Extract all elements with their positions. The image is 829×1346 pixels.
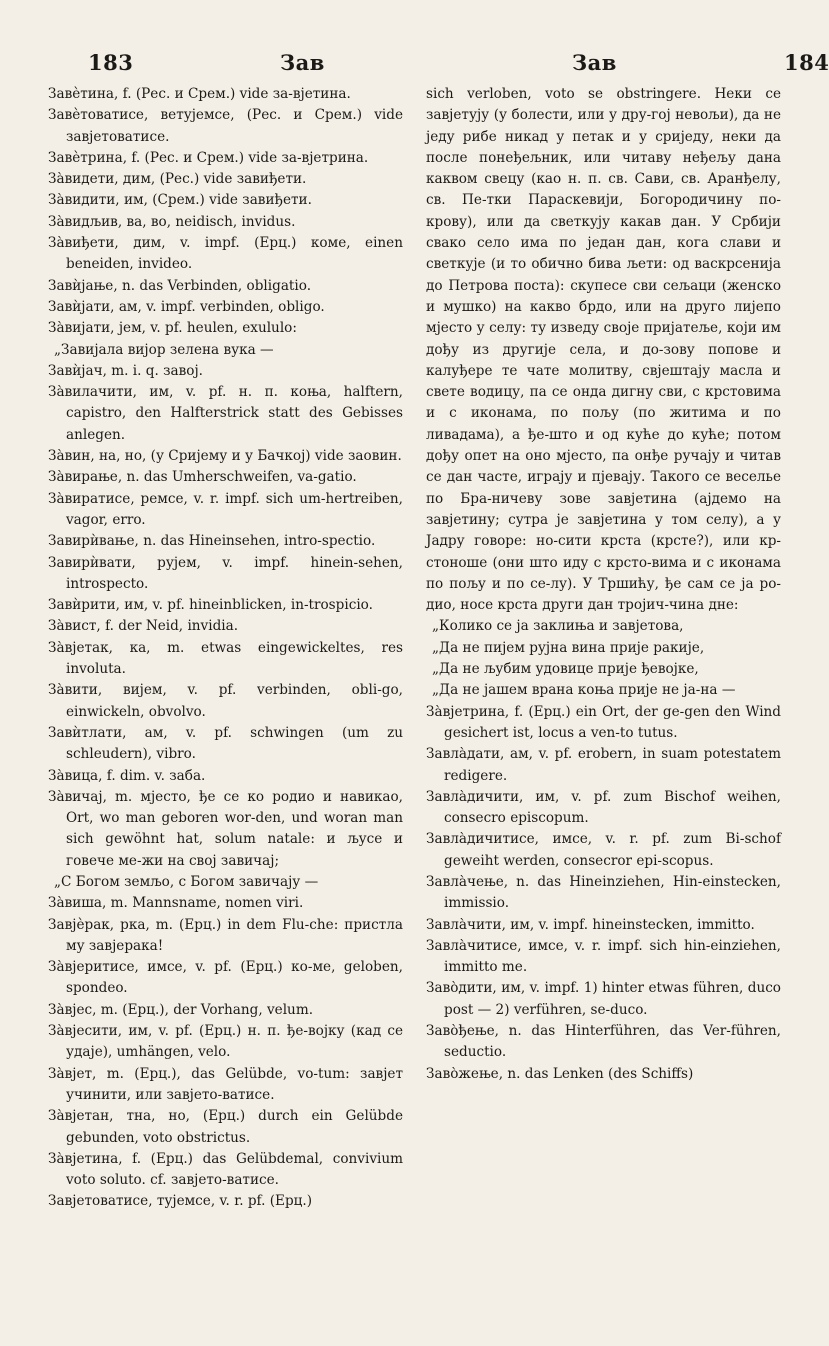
dictionary-entry: За̀вјес, m. (Ерц.), der Vorhang, velum. <box>48 1001 314 1018</box>
dictionary-entry: За̀вјетрина, f. (Ерц.) ein Ort, der ge-gen den Wind gesichert ist, locus a ven-to tutus. <box>426 703 781 741</box>
dictionary-entry: За̀вичај, m. мјесто, ђе се ко родио и навикао, Ort, wo man geboren wor-den, und woran man sich gewöhnt hat, solum natale: и љусе и говече ме-жи на свој завичај; <box>48 788 403 869</box>
running-head-right: Зав <box>572 50 617 75</box>
verse-line: „Завијала вијор зелена вука — <box>54 341 274 358</box>
dictionary-entry: За̀вирање, n. das Umherschweifen, va-gatio. <box>48 469 357 486</box>
dictionary-entry: Завла̀дати, ам, v. pf. erobern, in suam potestatem redigere. <box>426 746 781 784</box>
verse-line: „Колико се ја заклиња и завјетова, <box>432 618 684 635</box>
dictionary-entry: За̀вјесити, им, v. pf. (Ерц.) н. п. ђе-војку (кад се удаје), umhängen, velo. <box>48 1023 403 1061</box>
dictionary-entry: Завѐтина, f. (Рес. и Срем.) vide за-вјетина. <box>48 86 351 102</box>
dictionary-entry: Завјетоватисе, тујемсе, v. r. pf. (Ерц.) <box>48 1193 313 1210</box>
dictionary-entry: Завјѐрак, рка, m. (Ерц.) in dem Flu-che: пристла му завјерака! <box>48 916 403 954</box>
dictionary-entry: За̀видити, им, (Срем.) vide завиђети. <box>48 192 312 209</box>
dictionary-entry: За̀вјеритисе, имсе, v. pf. (Ерц.) ко-ме, geloben, spondeo. <box>48 959 403 997</box>
dictionary-entry: Заво̀жење, n. das Lenken (des Schiffs) <box>426 1065 694 1082</box>
text-columns <box>40 84 787 1213</box>
left-column <box>48 84 403 1213</box>
dictionary-entry: За̀вист, f. der Neid, invidia. <box>48 618 239 635</box>
dictionary-entry: За̀видети, дим, (Рес.) vide завиђети. <box>48 171 307 188</box>
dictionary-entry: Завѝјати, ам, v. impf. verbinden, obligo. <box>48 298 325 315</box>
dictionary-entry: Заво̀дити, им, v. impf. 1) hinter etwas führen, duco post — 2) verführen, se-duco. <box>426 980 781 1018</box>
running-head-left: Зав <box>280 50 325 75</box>
dictionary-entry: Завла̀чење, n. das Hineinziehen, Hin-einstecken, immissio. <box>426 873 781 912</box>
dictionary-entry: За̀виђети, дим, v. impf. (Ерц.) коме, einen beneiden, invideo. <box>48 235 403 273</box>
dictionary-entry: Завѝтлати, ам, v. pf. schwingen (um zu schleudern), vibro. <box>48 724 403 763</box>
dictionary-entry: Завѝјач, m. i. q. завој. <box>48 362 203 379</box>
dictionary-entry: Завѐтоватисе, ветујемсе, (Рес. и Срем.) vide завјетоватисе. <box>48 107 403 145</box>
verse-line: „Да не пијем рујна вина прије ракије, <box>432 639 705 656</box>
dictionary-entry: Заво̀ђење, n. das Hinterführen, das Ver-führen, seductio. <box>426 1023 781 1061</box>
dictionary-entry: Завла̀дичити, им, v. pf. zum Bischof weihen, consecro episcopum. <box>426 788 781 827</box>
page-number-right: 184 <box>784 50 829 75</box>
verse-line: „С Богом земљо, с Богом завичају — <box>54 873 319 890</box>
dictionary-entry: За̀вјетина, f. (Ерц.) das Gelübdemal, convivium voto soluto. cf. завјето-ватисе. <box>48 1150 403 1189</box>
dictionary-entry: Завѐтрина, f. (Рес. и Срем.) vide за-вјетрина. <box>48 149 369 166</box>
verse-line: „Да не јашем врана коња прије не ја-на — <box>432 682 736 699</box>
dictionary-entry: За̀виратисе, ремсе, v. r. impf. sich um-hertreiben, vagor, erro. <box>48 490 403 528</box>
dictionary-entry: За̀вјетан, тна, но, (Ерц.) durch ein Gelübde gebunden, voto obstrictus. <box>48 1108 403 1146</box>
dictionary-entry: За̀вити, вијем, v. pf. verbinden, obli-go, einwickeln, obvolvo. <box>48 682 403 720</box>
dictionary-entry: Завирѝвање, n. das Hineinsehen, intro-spectio. <box>48 533 376 550</box>
dictionary-entry: Завла̀чити, им, v. impf. hineinstecken, immitto. <box>426 916 755 933</box>
dictionary-entry: За̀вјетак, ка, m. etwas eingewickeltes, res involuta. <box>48 639 403 678</box>
page-header <box>40 0 829 84</box>
dictionary-entry: За̀вијати, јем, v. pf. heulen, exululo: <box>48 320 297 337</box>
dictionary-entry: За̀вилачити, им, v. pf. н. п. коња, halftern, capistro, den Halfterstrick statt des Gebisses anlegen. <box>48 384 403 443</box>
dictionary-entry: Завирѝвати, рујем, v. impf. hinein-sehen, introspecto. <box>48 554 403 592</box>
verse-line: „Да не љубим удовице прије ђевојке, <box>432 661 699 678</box>
dictionary-entry: За̀видљив, ва, во, neidisch, invidus. <box>48 213 296 230</box>
page-number-left: 183 <box>88 50 134 75</box>
dictionary-entry: За̀вјет, m. (Ерц.), das Gelübde, vo-tum: завјет учинити, или завјето-ватисе. <box>48 1065 403 1103</box>
entry-continuation: sich verloben, voto se obstringere. Неки се завјетују (у болести, или у дру-гој невољи), да не једу рибе никад у петак и у сриједу, неки да после понеђељник, или читаву неђељу дана каквом свецу (као н. п. св. Сави, св. Аранђелу, св. Пе-тки Параскевији, Богородичину по-крову), или да светкују какав дан. У Србији свако село има по један дан, кога слави и светкује (и то обично бива љети: од васкрсенија до Петрова поста): скупесе сви сељаци (женско и мушко) на какво брдо, или на друго лијепо мјесто у селу: ту изведу своје пријатеље, који им дођу из другије села, и до-зову попове и калуђере те чате молитву, свјештају масла и свете водицу, па се онда дигну сви, с крстовима и с иконама, по пољу (по житима и по ливадама), а ђе-што и од куће до куће; потом дођу опет на оно мјесто, па онђе ручају и читав се дан частe, играју и пјевају. Такого се веселье по Бра-ничеву зове завјетина (ајдемо на завјетину; сутра је завјетина у том селу), а у Јадру говоре: но-сити крста (крсте?), или кр-стоноше (они што иду с крсто-вима и с иконама по пољу и по се-лу). У Тршићу, ђе сам се ја ро-дио, носе крста други дан тројич-чина дне: <box>426 86 781 614</box>
dictionary-entry: Завла̀читисе, имсе, v. r. impf. sich hin-einziehen, immitto me. <box>426 937 781 976</box>
dictionary-entry: За̀виша, m. Mannsname, nomen viri. <box>48 895 304 912</box>
dictionary-entry: За̀вин, на, но, (у Сријему и у Бачкој) vide заовин. <box>48 448 402 465</box>
dictionary-entry: За̀вица, f. dim. v. заба. <box>48 767 206 784</box>
right-column <box>426 84 781 1213</box>
dictionary-entry: Завѝрити, им, v. pf. hineinblicken, in-trospicio. <box>48 597 373 614</box>
dictionary-entry: Завѝјање, n. das Verbinden, obligatio. <box>48 277 312 294</box>
dictionary-entry: Завла̀дичитисе, имсе, v. r. pf. zum Bi-schof geweiht werden, consecror epi-scopus. <box>426 831 781 869</box>
